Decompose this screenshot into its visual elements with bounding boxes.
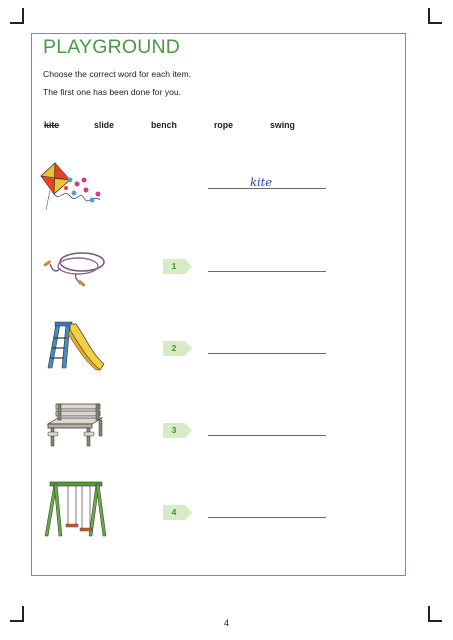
crop-mark-top-right-h bbox=[428, 22, 442, 24]
kite-picture bbox=[40, 160, 106, 212]
item-number-2: 2 bbox=[171, 343, 177, 353]
item-number-tag-1 bbox=[163, 259, 193, 274]
page-title: PLAYGROUND bbox=[43, 36, 181, 58]
word-bank-slide: slide bbox=[94, 120, 115, 130]
bench-picture bbox=[44, 402, 106, 450]
page-number: 4 bbox=[223, 618, 229, 628]
instruction-line-2: The first one has been done for you. bbox=[43, 87, 182, 97]
slide-picture bbox=[46, 320, 106, 372]
word-bank-bench: bench bbox=[151, 120, 177, 130]
item-number-tag-2 bbox=[163, 341, 193, 356]
item-number-4: 4 bbox=[171, 507, 177, 517]
word-bank-rope: rope bbox=[214, 120, 234, 130]
crop-mark-top-right-v bbox=[428, 8, 430, 23]
item-number-3: 3 bbox=[171, 425, 177, 435]
item-number-tag-3 bbox=[163, 423, 193, 438]
crop-mark-top-left-v bbox=[22, 8, 24, 23]
answer-line-3[interactable] bbox=[208, 435, 326, 436]
swing-picture bbox=[42, 480, 108, 540]
jump-rope-picture bbox=[40, 248, 106, 290]
answer-line-4[interactable] bbox=[208, 517, 326, 518]
answer-kite: kite bbox=[250, 175, 273, 189]
word-bank-kite: kite bbox=[44, 120, 60, 130]
item-number-1: 1 bbox=[171, 261, 177, 271]
answer-line-1[interactable] bbox=[208, 271, 326, 272]
answer-line-0[interactable] bbox=[208, 188, 326, 189]
word-bank-swing: swing bbox=[270, 120, 295, 130]
instruction-line-1: Choose the correct word for each item. bbox=[43, 69, 192, 79]
answer-line-2[interactable] bbox=[208, 353, 326, 354]
item-number-tag-4 bbox=[163, 505, 193, 520]
